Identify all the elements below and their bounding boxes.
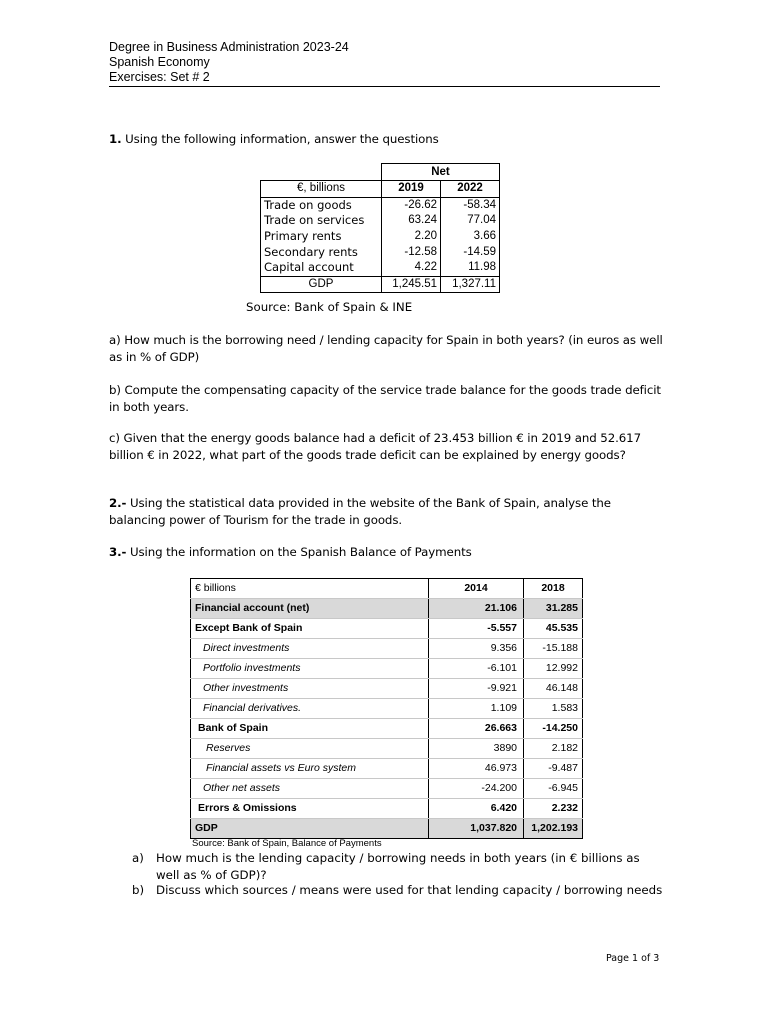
row-value-2018: -14.250: [524, 719, 583, 739]
table-row: [261, 276, 500, 293]
table-2-source: Source: Bank of Spain, Balance of Payments: [192, 838, 382, 849]
row-value-2022: -58.34: [441, 197, 500, 213]
row-label: Trade on services: [261, 213, 382, 229]
header-exercise-set: Exercises: Set # 2: [109, 70, 210, 84]
question-1a: a) How much is the borrowing need / lending capacity for Spain in both years? (in euros as well as in % of GDP): [109, 333, 663, 364]
row-label: Primary rents: [261, 229, 382, 245]
row-value-2014: 1.109: [429, 699, 524, 719]
question-1-number: 1.: [109, 132, 122, 146]
table-row: [191, 779, 583, 799]
row-value-2014: -24.200: [429, 779, 524, 799]
row-value-2022: 3.66: [441, 229, 500, 245]
row-value-2019: 4.22: [382, 260, 441, 276]
table-row: [261, 213, 500, 229]
row-value-2018: -6.945: [524, 779, 583, 799]
row-label: Other net assets: [191, 779, 429, 799]
question-3b-text: Discuss which sources / means were used for that lending capacity / borrowing needs: [156, 883, 663, 897]
question-3-text: Using the information on the Spanish Balance of Payments: [126, 545, 472, 559]
year-header-2022: 2022: [441, 181, 500, 198]
row-label: Capital account: [261, 260, 382, 276]
row-value-2019: 63.24: [382, 213, 441, 229]
table-row: [191, 599, 583, 619]
row-value-2014: -9.921: [429, 679, 524, 699]
question-2-number: 2.-: [109, 496, 127, 510]
question-2-text: Using the statistical data provided in the website of the Bank of Spain, analyse the balancing power of Tourism for the trade in goods.: [109, 496, 611, 527]
question-1c: c) Given that the energy goods balance had a deficit of 23.453 billion € in 2019 and 52.617 billion € in 2022, what part of the goods trade deficit can be explained by energy goods?: [109, 431, 641, 462]
row-value-2014: 3890: [429, 739, 524, 759]
row-value-2018: 2.232: [524, 799, 583, 819]
row-value-2018: -15.188: [524, 639, 583, 659]
row-value-2018: 12.992: [524, 659, 583, 679]
table-row: [261, 197, 500, 213]
row-label: Trade on goods: [261, 197, 382, 213]
row-label: Bank of Spain: [191, 719, 429, 739]
row-value-2018: 31.285: [524, 599, 583, 619]
row-value-2014: 9.356: [429, 639, 524, 659]
document-header: [109, 40, 660, 87]
question-3b-marker: b): [132, 883, 145, 897]
question-1b: b) Compute the compensating capacity of the service trade balance for the goods trade deficit in both years.: [109, 383, 661, 414]
table-row: [191, 679, 583, 699]
net-header: Net: [382, 164, 500, 181]
row-value-2019: 2.20: [382, 229, 441, 245]
row-label: GDP: [261, 276, 382, 293]
row-value-2018: 45.535: [524, 619, 583, 639]
row-value-2019: -12.58: [382, 244, 441, 260]
row-label: Reserves: [191, 739, 429, 759]
table-row: [191, 819, 583, 839]
year-header-2019: 2019: [382, 181, 441, 198]
row-label: Other investments: [191, 679, 429, 699]
question-1-text: Using the following information, answer the questions: [121, 132, 439, 146]
row-value-2018: 46.148: [524, 679, 583, 699]
table-row: [261, 244, 500, 260]
row-label: GDP: [191, 819, 429, 839]
table-row: [191, 719, 583, 739]
balance-of-payments-table: [190, 578, 583, 839]
row-label: Financial derivatives.: [191, 699, 429, 719]
table-row: [191, 659, 583, 679]
row-value-2014: 26.663: [429, 719, 524, 739]
table-row: [261, 260, 500, 276]
row-value-2022: 11.98: [441, 260, 500, 276]
row-value-2014: 21.106: [429, 599, 524, 619]
row-value-2014: 1,037.820: [429, 819, 524, 839]
table-corner: [261, 164, 382, 181]
row-value-2022: 1,327.11: [441, 276, 500, 293]
unit-header: €, billions: [261, 181, 382, 198]
year-header-2014: 2014: [429, 579, 524, 599]
row-value-2014: -5.557: [429, 619, 524, 639]
question-3: [109, 544, 669, 561]
table-1-source: Source: Bank of Spain & INE: [246, 300, 413, 314]
question-3a-text: How much is the lending capacity / borrowing needs in both years (in € billions as well as % of GDP)?: [156, 851, 640, 882]
question-3-number: 3.-: [109, 545, 127, 559]
row-value-2018: 2.182: [524, 739, 583, 759]
question-1: [109, 131, 439, 148]
trade-balance-table: [260, 163, 500, 293]
year-header-2018: 2018: [524, 579, 583, 599]
row-label: Direct investments: [191, 639, 429, 659]
row-label: Errors & Omissions: [191, 799, 429, 819]
row-value-2014: -6.101: [429, 659, 524, 679]
row-label: Secondary rents: [261, 244, 382, 260]
unit-header: € billions: [191, 579, 429, 599]
row-label: Financial account (net): [191, 599, 429, 619]
row-value-2014: 6.420: [429, 799, 524, 819]
table-row: [191, 799, 583, 819]
row-value-2019: -26.62: [382, 197, 441, 213]
row-value-2014: 46.973: [429, 759, 524, 779]
table-row: [261, 229, 500, 245]
table-row: [191, 639, 583, 659]
row-value-2022: -14.59: [441, 244, 500, 260]
row-value-2018: 1.583: [524, 699, 583, 719]
header-subject: Spanish Economy: [109, 55, 210, 69]
row-value-2022: 77.04: [441, 213, 500, 229]
row-label: Financial assets vs Euro system: [191, 759, 429, 779]
row-label: Portfolio investments: [191, 659, 429, 679]
row-label: Except Bank of Spain: [191, 619, 429, 639]
question-2: [109, 495, 669, 529]
question-3a-marker: a): [132, 851, 144, 865]
table-row: [191, 619, 583, 639]
table-row: [191, 759, 583, 779]
header-course: Degree in Business Administration 2023-24: [109, 40, 349, 54]
row-value-2018: -9.487: [524, 759, 583, 779]
row-value-2019: 1,245.51: [382, 276, 441, 293]
table-row: [191, 739, 583, 759]
row-value-2018: 1,202.193: [524, 819, 583, 839]
page-number: Page 1 of 3: [606, 953, 660, 964]
table-row: [191, 699, 583, 719]
